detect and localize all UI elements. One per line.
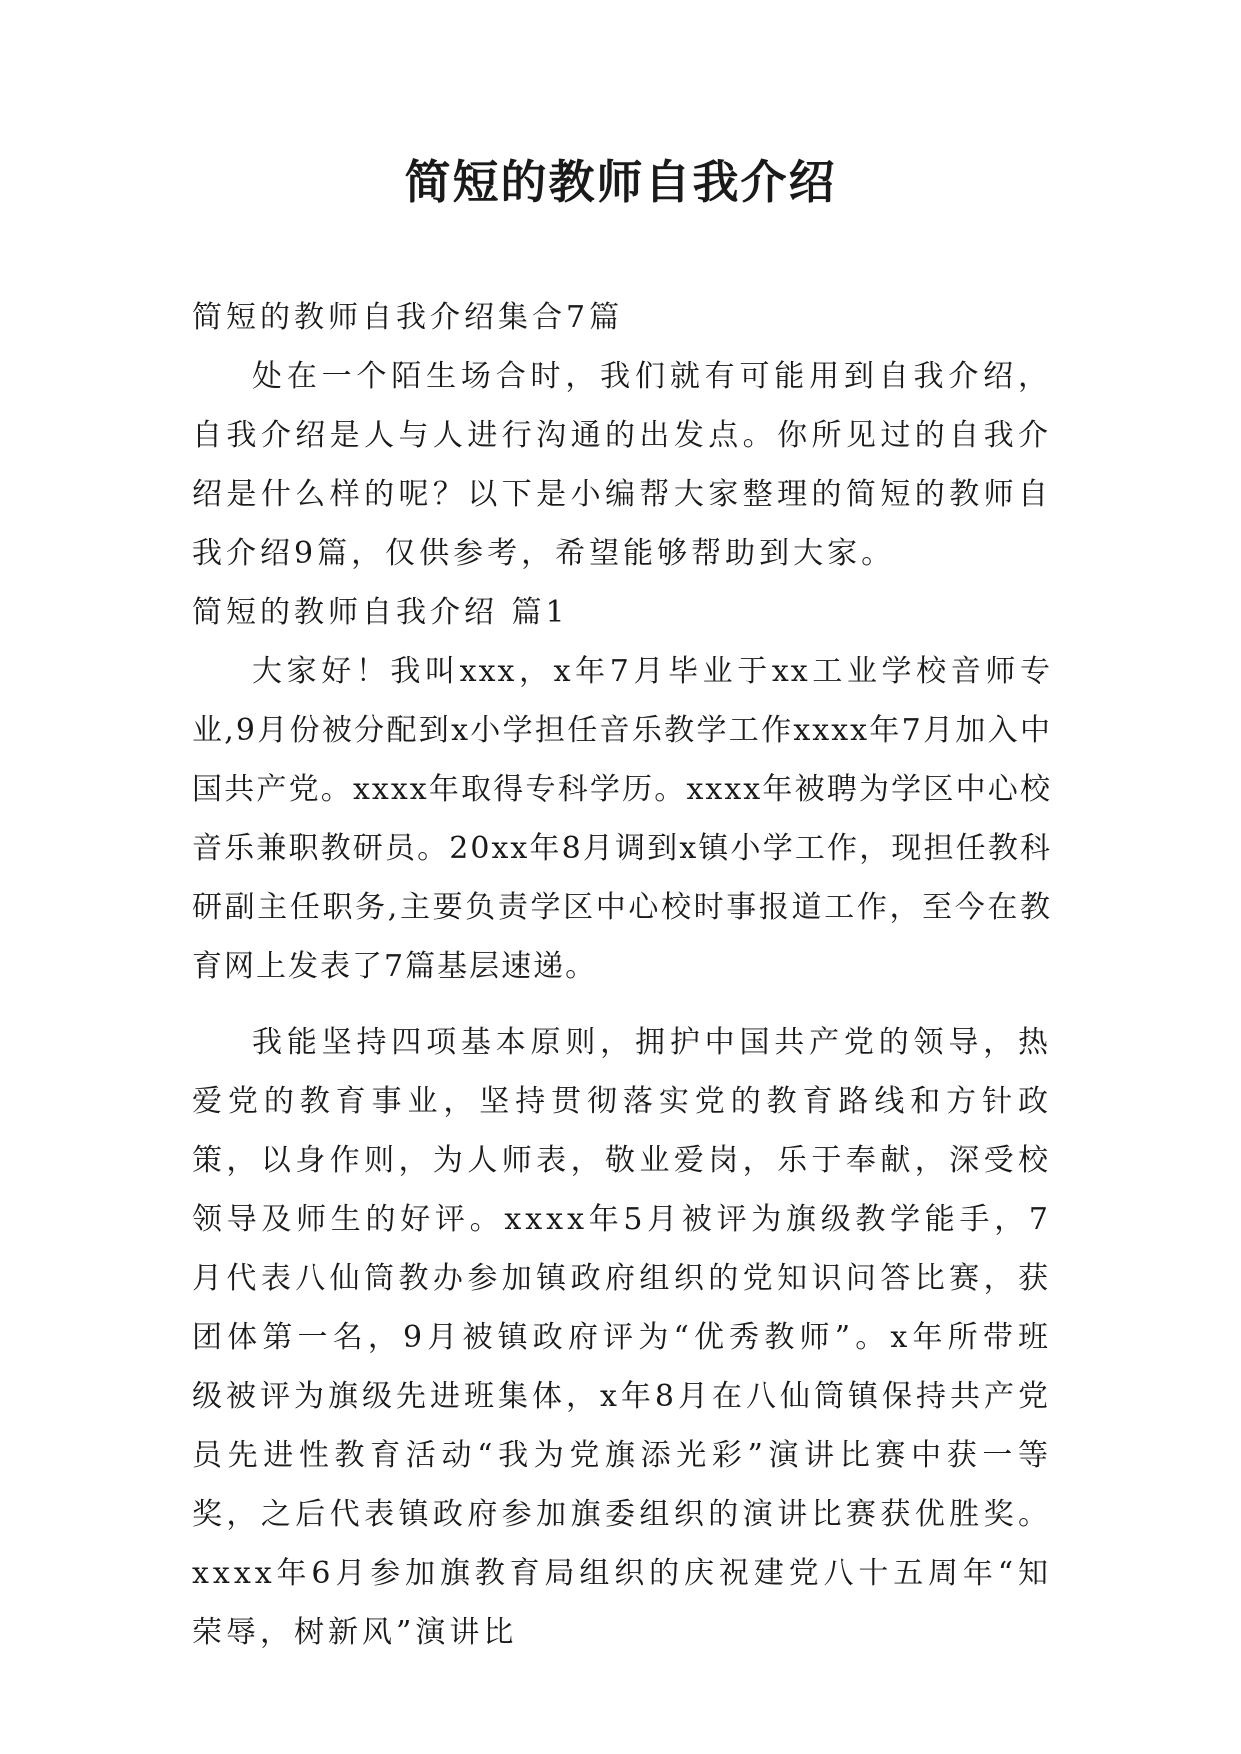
intro-paragraph: 处在一个陌生场合时，我们就有可能用到自我介绍，自我介绍是人与人进行沟通的出发点。你所见过的自我介绍是什么样的呢？以下是小编帮大家整理的简短的教师自我介绍9篇，仅供参考，希望能够帮助到大家。 [192, 359, 1052, 571]
body-paragraph-2: 我能坚持四项基本原则，拥护中国共产党的领导，热爱党的教育事业，坚持贯彻落实党的教育路线和方针政策，以身作则，为人师表，敬业爱岗，乐于奉献，深受校领导及师生的好评。xxxx年5月被评为旗级教学能手，7月代表八仙筒教办参加镇政府组织的党知识问答比赛，获团体第一名，9月被镇政府评为“优秀教师”。x年所带班级被评为旗级先进班集体，x年8月在八仙筒镇保持共产党员先进性教育活动“我为党旗添光彩”演讲比赛中获一等奖，之后代表镇政府参加旗委组织的演讲比赛获优胜奖。xxxx年6月参加旗教育局组织的庆祝建党八十五周年“知荣辱，树新风”演讲比 [192, 1025, 1053, 1650]
document-title: 简短的教师自我介绍 [404, 155, 837, 209]
body-paragraph-1: 大家好！我叫xxx，x年7月毕业于xx工业学校音师专业,9月份被分配到x小学担任音乐教学工作xxxx年7月加入中国共产党。xxxx年取得专科学历。xxxx年被聘为学区中心校音乐兼职教研员。20xx年8月调到x镇小学工作，现担任教科研副主任职务,主要负责学区中心校时事报道工作，至今在教育网上发表了7篇基层速递。 [192, 654, 1052, 984]
collection-subtitle: 简短的教师自我介绍集合7篇 [192, 300, 624, 335]
document-body [192, 288, 1052, 1662]
section-heading: 简短的教师自我介绍 篇1 [192, 595, 569, 630]
